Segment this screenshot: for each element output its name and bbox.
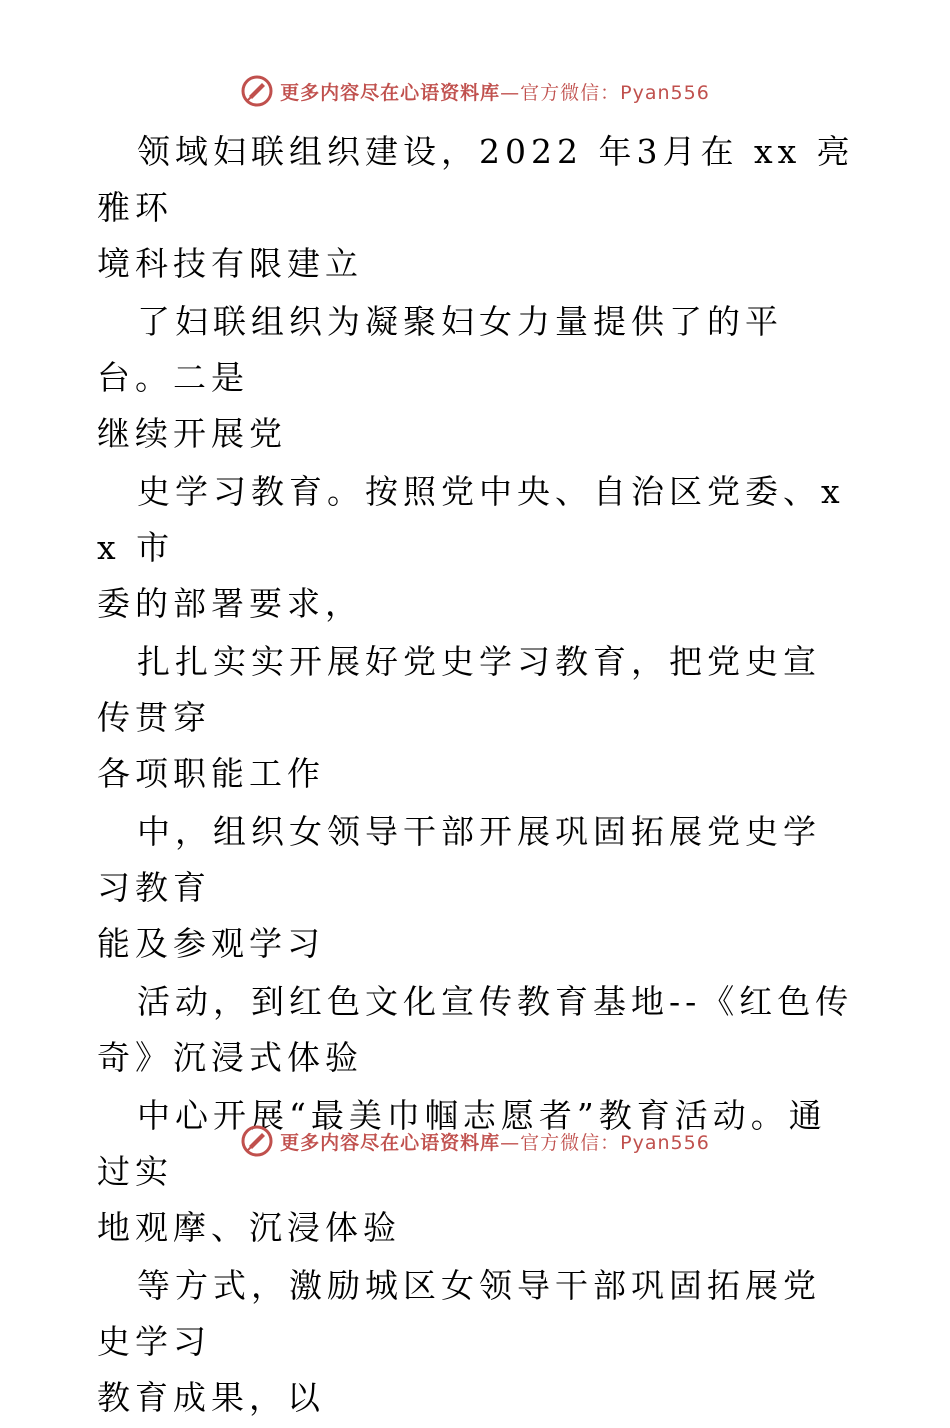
footer-watermark [0,1124,950,1158]
book-pen-logo-icon [240,74,274,108]
paragraph: 活动，到红色文化宣传教育基地--《红色传 奇》沉浸式体验 [97,982,854,1077]
paragraph: 中心开展“最美巾帼志愿者”教育活动。通过实 地观摩、沉浸体验 [97,1096,827,1247]
watermark-contact-text: —官方微信：Pyan556 [500,81,710,104]
watermark-contact-text: —官方微信：Pyan556 [500,1131,710,1154]
header-watermark [0,74,950,108]
paragraph: 领域妇联组织建设，2022 年3月在 xx 亮雅环 境科技有限建立 [97,132,855,283]
document-body [97,124,857,1428]
paragraph: 了妇联组织为凝聚妇女力量提供了的平台。二是 继续开展党 [97,302,783,453]
book-pen-logo-icon [240,1124,274,1158]
paragraph: 中，组织女领导干部开展巩固拓展党史学习教育 能及参观学习 [97,812,821,963]
paragraph: 等方式，激励城区女领导干部巩固拓展党史学习 教育成果，以 [97,1266,821,1417]
paragraph: 史学习教育。按照党中央、自治区党委、xx 市 委的部署要求， [97,472,845,623]
watermark-site-text: 更多内容尽在心语资料库 [280,81,501,104]
paragraph: 扎扎实实开展好党史学习教育，把党史宣传贯穿 各项职能工作 [97,642,821,793]
watermark-site-text: 更多内容尽在心语资料库 [280,1131,501,1154]
